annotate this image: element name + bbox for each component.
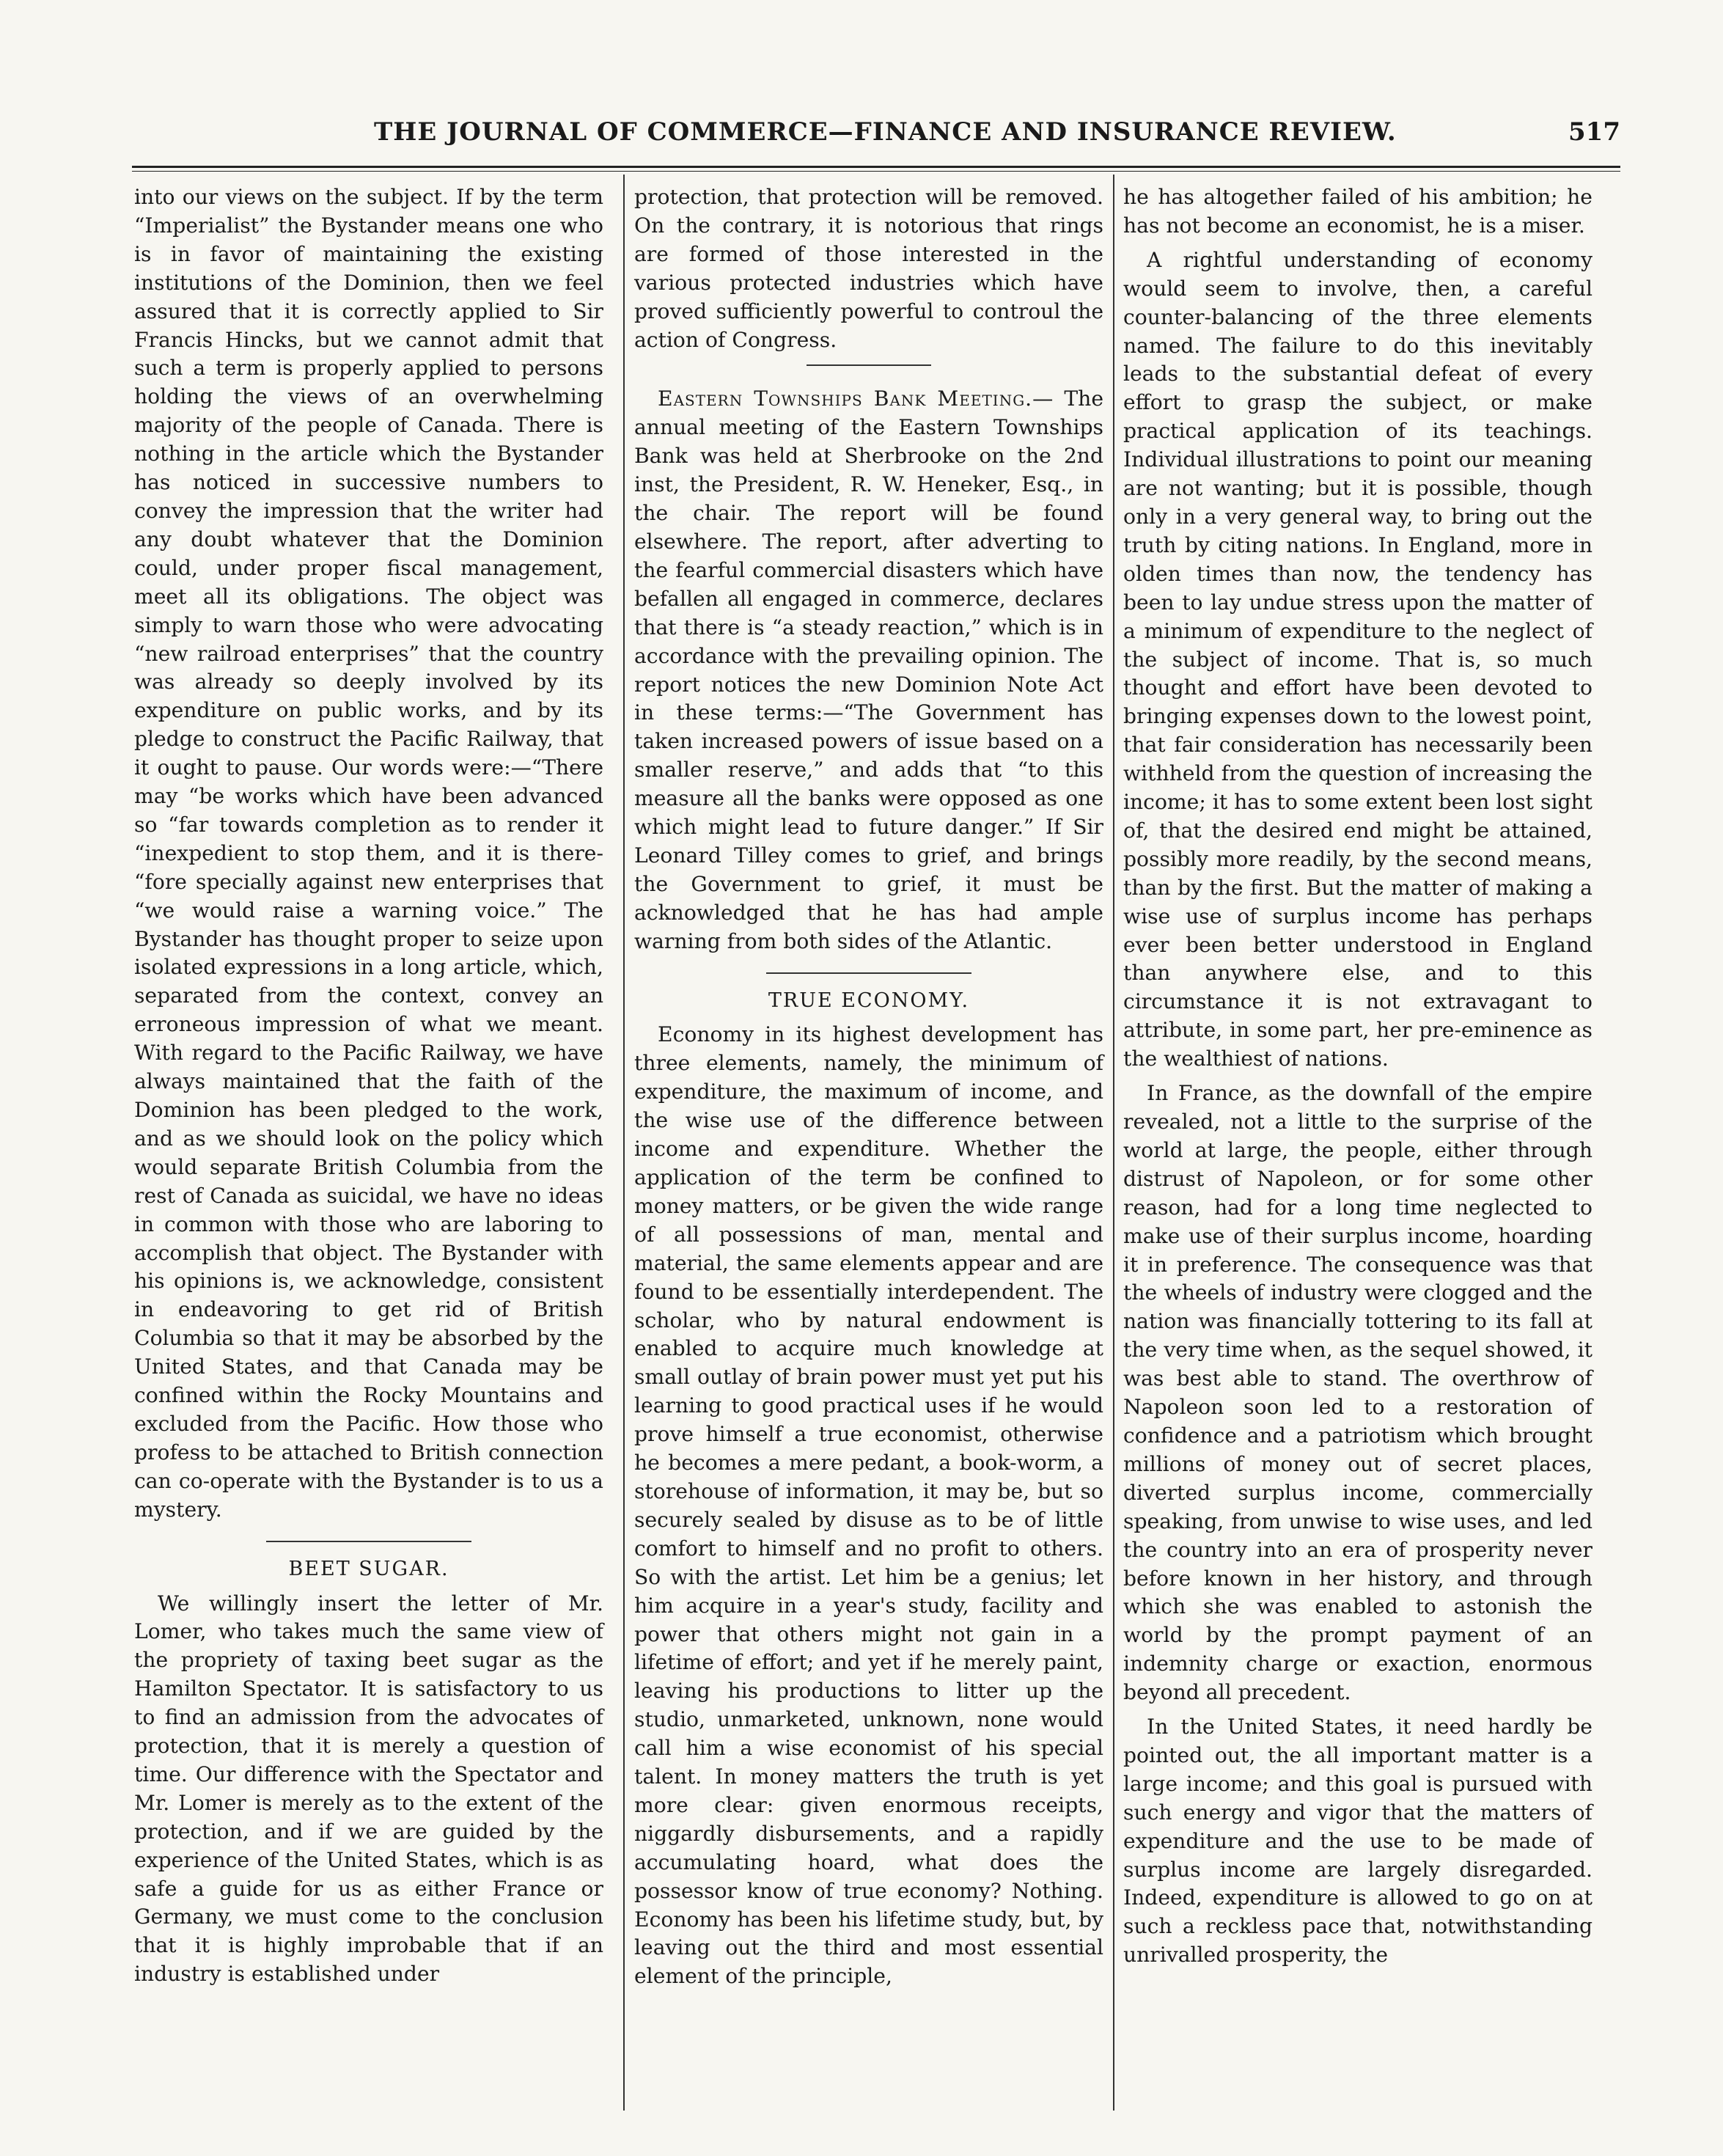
page-number: 517	[1568, 117, 1620, 147]
section-separator	[807, 364, 931, 366]
header-rule-thick	[132, 166, 1620, 168]
section-separator	[766, 972, 971, 974]
article-paragraph: he has altogether failed of his ambition; he has not become an economist, he is a miser.	[1123, 185, 1592, 238]
article-heading-true-economy: TRUE ECONOMY.	[768, 989, 970, 1012]
article-paragraph: into our views on the subject. If by the term “Imperialist” the Bystander means one who is in favor of maintaining the existing institutions of the Dominion, then we feel assured that it is correctly applied to Sir Francis Hincks, but we cannot admit that such a term is properly applied to persons holding the views of an overwhelming majority of the people of Canada. There is nothing in the article which the Bystander has noticed in successive numbers to convey the impression that the writer had any doubt whatever that the Dominion could, under proper fiscal management, meet all its obligations. The object was simply to warn those who were advocating “new railroad enterprises” that the country was already so deeply involved by its expenditure on public works, and by its pledge to construct the Pacific Railway, that it ought to pause. Our words were:—“There may “be works which have been advanced so “far towards completion as to render it “inexpedient to stop them, and it is there- “fore specially against new enterprises that “we would raise a warning voice.” The Bystander has thought proper to seize upon isolated expressions in a long article, which, separated from the context, convey an erroneous impression of what we meant. With regard to the Pacific Railway, we have always maintained that the faith of the Dominion has been pledged to the work, and as we should look on the policy which would separate British Columbia from the rest of Canada as suicidal, we have no ideas in common with those who are laboring to accomplish that object. The Bystander with his opinions is, we acknowledge, consistent in endeavoring to get rid of British Columbia so that it may be absorbed by the United States, and that Canada may be confined within the Rocky Mountains and excluded from the Pacific. How those who profess to be attached to British connection can co-operate with the Bystander is to us a mystery.	[134, 185, 603, 1522]
header-rule-thin	[132, 171, 1620, 172]
article-paragraph: In the United States, it need hardly be pointed out, the all important matter is a large income; and this goal is pursued with such energy and vigor that the matters of expenditure and the use to be made of surplus income are largely disregarded. Indeed, expenditure is allowed to go on at such a reckless pace that, notwithstanding unrivalled prosperity, the	[1123, 1715, 1592, 1968]
column-divider-1	[623, 175, 625, 2111]
article-paragraph: In France, as the downfall of the empire revealed, not a little to the surprise of the world at large, the people, either through distrust of Napoleon, or for some other reason, had for a long time neglected to make use of their surplus income, hoarding it in preference. The consequence was that the wheels of industry were clogged and the nation was financially tottering to its fall at the very time when, as the sequel showed, it was best able to stand. The overthrow of Napoleon soon led to a restoration of confidence and a patriotism which brought millions of money out of secret places, diverted surplus income, commercially speaking, from unwise to wise uses, and led the country into an era of prosperity never before known in her history, and through which she was enabled to astonish the world by the prompt payment of an indemnity charge or exaction, enormous beyond all precedent.	[1123, 1081, 1592, 1705]
bank-meeting-text: The annual meeting of the Eastern Townships Bank was held at Sherbrooke on the 2nd inst, the President, R. W. Heneker, Esq., in the chair. The report will be found elsewhere. The report, after adverting to the fearful commercial disasters which have befallen all engaged in commerce, declares that there is “a steady reaction,” which is in accordance with the prevailing opinion. The report notices the new Dominion Note Act in these terms:—“The Government has taken increased powers of issue based on a smaller reserve,” and adds that “to this measure all the banks were opposed as one which might lead to future danger.” If Sir Leonard Tilley comes to grief, and brings the Government to grief, it must be acknowledged that he has had ample warning from both sides of the Atlantic.	[634, 386, 1103, 953]
article-paragraph: Economy in its highest development has three elements, namely, the minimum of expenditure, the maximum of income, and the wise use of the difference between income and expenditure. Whether the application of the term be confined to money matters, or be given the wide range of all possessions of man, mental and material, the same elements appear and are found to be essentially interdependent. The scholar, who by natural endowment is enabled to acquire much knowledge at small outlay of brain power must yet put his learning to good practical uses if he would prove himself a true economist, otherwise he becomes a mere pedant, a book-worm, a storehouse of information, it may be, but so securely sealed by disuse as to be of little comfort to himself and no profit to others. So with the artist. Let him be a genius; let him acquire in a year's study, facility and power that others might not gain in a lifetime of effort; and yet if he merely paint, leaving his productions to litter up the studio, unmarketed, unknown, none would call him a wise economist of his special talent. In money matters the truth is yet more clear: given enormous receipts, niggardly disbursements, and a rapidly accumulating hoard, what does the possessor know of true economy? Nothing. Economy has been his lifetime study, but, by leaving out the third and most essential element of the principle,	[634, 1022, 1103, 1989]
bank-meeting-paragraph	[634, 385, 1103, 956]
article-paragraph: protection, that protection will be removed. On the contrary, it is notorious that rings are formed of those interested in the various protected industries which have proved sufficiently powerful to controul the action of Congress.	[634, 185, 1103, 352]
section-separator	[266, 1541, 471, 1542]
page-header	[132, 117, 1620, 161]
column-3	[1123, 183, 1592, 1970]
column-1	[134, 183, 603, 1989]
article-paragraph: We willingly insert the letter of Mr. Lomer, who takes much the same view of the propriety of taxing beet sugar as the Hamilton Spectator. It is satisfactory to us to find an admission from the advocates of protection, that it is merely a question of time. Our difference with the Spectator and Mr. Lomer is merely as to the extent of the protection, and if we are guided by the experience of the United States, which is as safe a guide for us as either France or Germany, we must come to the conclusion that it is highly improbable that if an industry is established under	[134, 1591, 603, 1987]
article-heading-beet-sugar: BEET SUGAR.	[288, 1557, 449, 1580]
bank-meeting-lead: Eastern Townships Bank Meeting.—	[658, 386, 1054, 411]
article-paragraph: A rightful understanding of economy would seem to involve, then, a careful counter-balancing of the three elements named. The failure to do this inevitably leads to the substantial defeat of every effort to grasp the subject, or make practical application of its teachings. Individual illustrations to point our meaning are not wanting; but it is possible, though only in a very general way, to bring out the truth by citing nations. In England, more in olden times than now, the tendency has been to lay undue stress upon the matter of a minimum of expenditure to the neglect of the subject of income. That is, so much thought and effort have been devoted to bringing expenses down to the lowest point, that fair consideration has necessarily been withheld from the question of increasing the income; it has to some extent been lost sight of, that the desired end might be attained, possibly more readily, by the second means, than by the first. But the matter of making a wise use of surplus income has perhaps ever been better understood in England than anywhere else, and to this circumstance it is not extravagant to attribute, in some part, her pre-eminence as the wealthiest of nations.	[1123, 247, 1592, 1071]
column-divider-2	[1113, 175, 1114, 2111]
journal-title: THE JOURNAL OF COMMERCE—FINANCE AND INSURANCE REVIEW.	[374, 117, 1397, 147]
column-2	[634, 183, 1103, 1991]
